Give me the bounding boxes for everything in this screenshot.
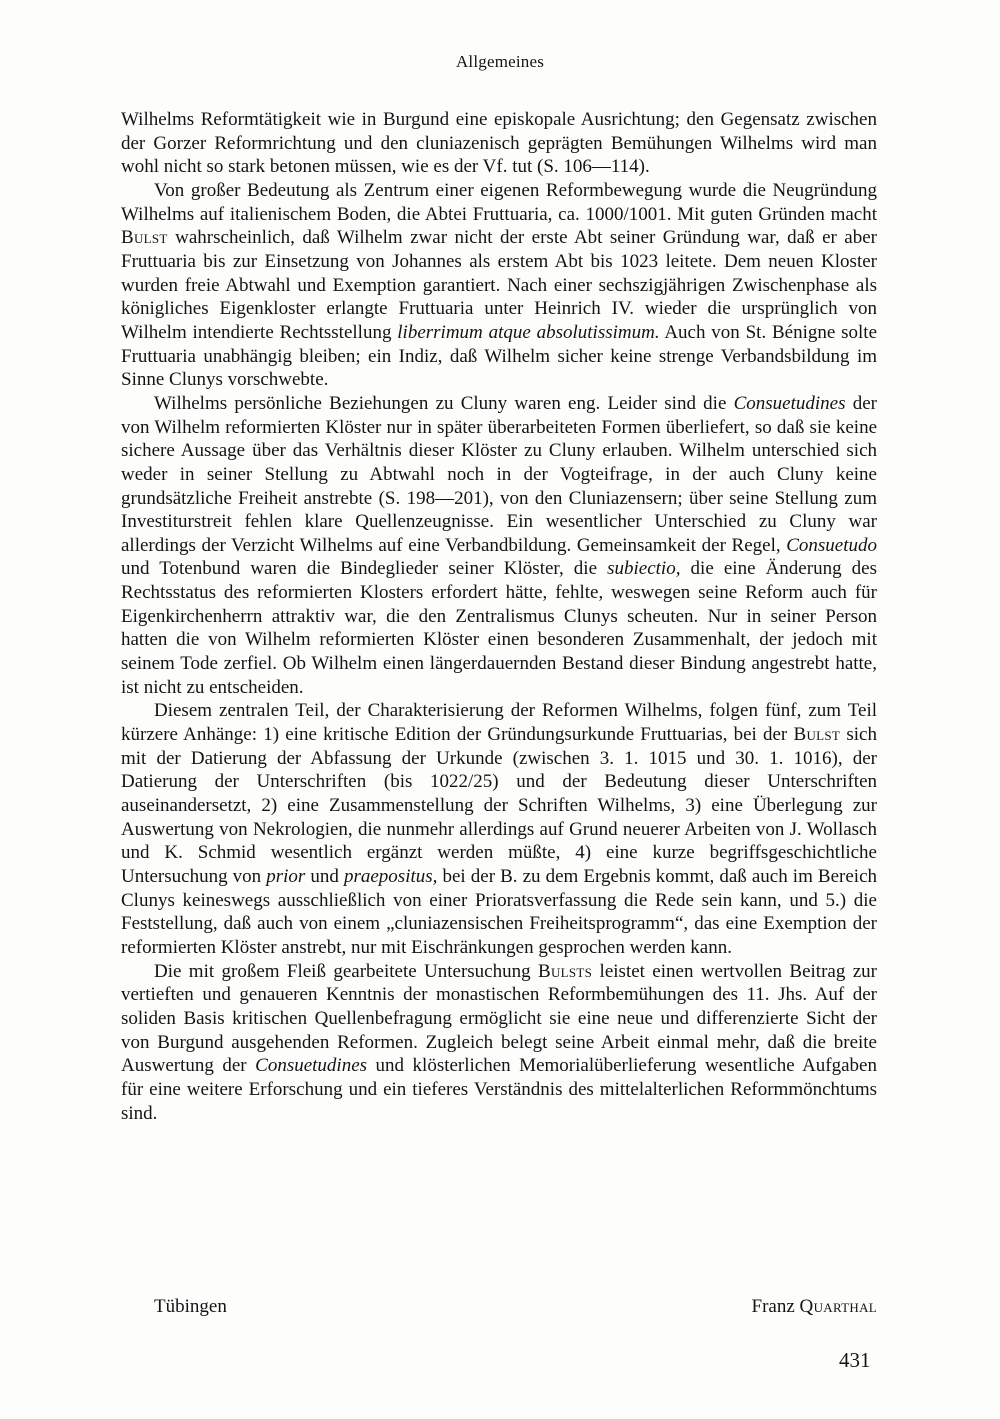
text-run: und Totenbund waren die Bindeglieder seiner Klöster, die [121,558,608,580]
text-run: und [305,866,344,887]
italic-text: subiectio, [607,558,681,580]
text-run: der von Wilhelm reformierten Klöster nur in später überarbeiteten Formen überliefert, so daß sie keine sichere Aussage über das Verhältnis dieser Klöster zu Cluny erlauben. Wilhelm unterschied sich weder in seiner Stellung zu Abtwahl noch in der Vogteifrage, in der auch Cluny keine grundsätzliche Freiheit anstrebte (S. 198—201), von den Cluniazensern; über seine Stellung zum Investiturstreit fehlen klare Quellenzeugnisse. Ein wesentlicher Unterschied zu Cluny war allerdings der Verzicht Wilhelms auf eine Verbandbildung. Gemeinsamkeit der Regel, [121,392,877,556]
italic-text: Consuetudo [786,534,877,556]
small-caps-name: Bulst [121,227,168,249]
text-run: Auch von St. Bénigne solte Fruttuaria unabhängig bleiben; ein Indiz, daß Wilhelm sicher keine strenge Verbandsbildung im Sinne Clunys vorschwebte. [121,321,878,391]
paragraph [121,108,877,179]
text-run: bei der B. zu dem Ergebnis kommt, daß auch im Bereich Clunys keineswegs ausschließlich von einer Prioratsverfassung die Rede sein kann, und 5.) die Feststellung, daß auch von einem „cluniazensischen Freiheitsprogramm“, das eine Exemption der reformierten Klöster anstrebt, nur mit Eischränkungen gesprochen werden kann. [121,866,878,958]
text-run: Wilhelms Reformtätigkeit wie in Burgund eine episkopale Ausrichtung; den Gegensatz zwischen der Gorzer Reformrichtung und den cluniazenisch geprägten Bemühungen Wilhelms wird man wohl nicht so stark betonen müssen, wie es der Vf. tut (S. 106—114). [121,109,877,178]
text-run: die eine Änderung des Rechtsstatus des reformierten Klosters erfordert hätte, fehlte, weswegen seine Reform auch für Eigenkirchenherrn attraktiv war, die den Zentralismus Clunys scheuten. Nur in seiner Person hatten die von Wilhelm reformierten Klöster einen besonderen Zusammenhalt, der jedoch mit seinem Tode zerfiel. Ob Wilhelm einen längerdauernden Bestand dieser Bindung angestrebt hatte, ist nicht zu entscheiden. [121,558,877,698]
paragraph [121,960,877,1126]
signature-place: Tübingen [154,1296,227,1317]
body-text [121,108,877,1125]
small-caps-name: Bulsts [537,960,593,982]
italic-text: liberrimum atque absolutissimum. [397,321,660,343]
italic-text: praepositus, [343,866,438,887]
page-number: 431 [839,1348,871,1372]
author-last-name: Quarthal [799,1296,877,1317]
italic-text: Consuetudines [733,392,846,414]
small-caps-name: Bulst [793,724,841,746]
text-run: leistet einen wertvollen Beitrag zur vertieften und genaueren Kenntnis der monastischen Reformbemühungen des 11. Jhs. Auf der soliden Basis kritischen Quellenbefragung ermöglicht sie eine neue und differenzierte Sicht der von Burgund ausgehenden Reformen. Zugleich belegt seine Arbeit einmal mehr, daß die breite Auswertung der [121,960,877,1077]
text-run: und klösterlichen Memorialüberlieferung wesentliche Aufgaben für eine weitere Erforschung und ein tieferes Verständnis des mittelalterlichen Reformmönchtums sind. [121,1055,877,1124]
signature-author [752,1295,877,1318]
italic-text: Consuetudines [255,1055,368,1077]
text-run: Diesem zentralen Teil, der Charakterisierung der Reformen Wilhelms, folgen fünf, zum Teil kürzere Anhänge: 1) eine kritische Edition der Gründungsurkunde Fruttuarias, bei der [121,700,877,746]
text-run: Die mit großem Fleiß gearbeitete Untersuchung [154,960,538,982]
author-first-name: Franz [751,1296,800,1317]
paragraph [121,699,877,959]
paragraph [121,392,877,700]
text-run: wahrscheinlich, daß Wilhelm zwar nicht der erste Abt seiner Gründung war, daß er aber Fruttuaria bis zur Einsetzung von Johannes als erstem Abt bis 1023 leitete. Dem neuen Kloster wurden freie Abtwahl und Exemption garantiert. Nach einer sechszigjährigen Zwischenphase als königliches Eigenkloster erlangte Fruttuaria unter Heinrich IV. wieder die ursprünglich von Wilhelm intendierte Rechtsstellung [121,227,877,343]
text-run: Von großer Bedeutung als Zentrum einer eigenen Reformbewegung wurde die Neugründung Wilhelms auf italienischem Boden, die Abtei Fruttuaria, ca. 1000/1001. Mit guten Gründen macht [121,179,877,225]
text-run: Wilhelms persönliche Beziehungen zu Cluny waren eng. Leider sind die [154,392,734,414]
text-run: sich mit der Datierung der Abfassung der Urkunde (zwischen 3. 1. 1015 und 30. 1. 1016), der Datierung der Unterschriften (bis 1022/25) und der Bedeutung dieser Unterschriften auseinandersetzt, 2) eine Zusammenstellung der Schriften Wilhelms, 3) eine Überlegung zur Auswertung von Nekrologien, die nunmehr allerdings auf Grund neuerer Arbeiten von J. Wollasch und K. Schmid wesentlich ergänzt werden müßte, 4) eine kurze begriffsgeschichtliche Untersuchung von [121,724,877,887]
signature-line [154,1295,877,1318]
italic-text: prior [266,866,306,887]
paragraph [121,179,877,392]
running-head: Allgemeines [455,52,545,71]
